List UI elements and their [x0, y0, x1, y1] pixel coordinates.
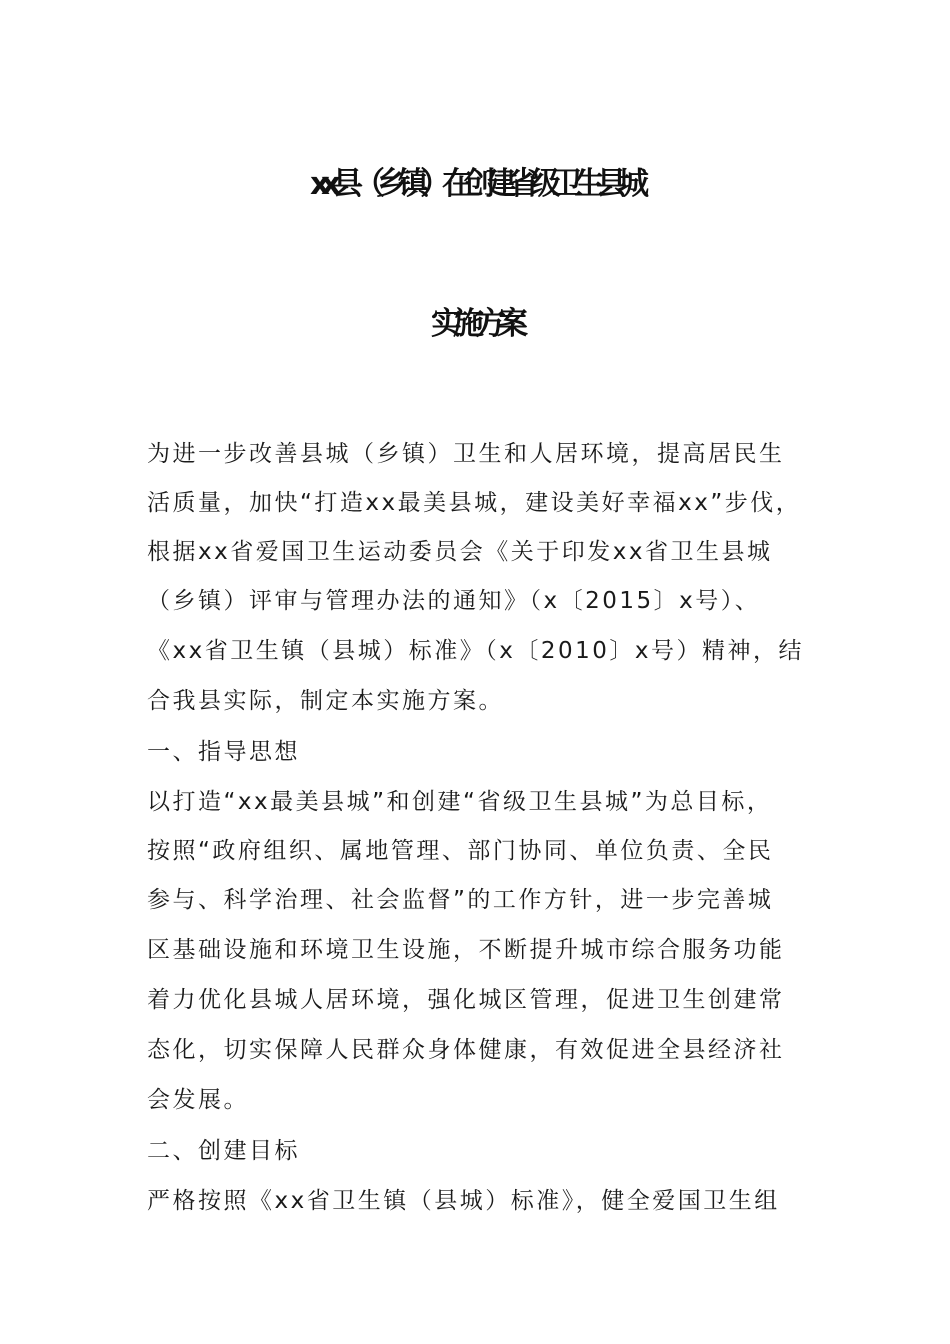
- document-title-line-1: xx县（乡镇）在创建省级卫生县城: [310, 166, 640, 202]
- document-title-line-2: 实施方案: [431, 306, 519, 342]
- body-line: 活质量，加快“打造xx最美县城，建设美好幸福xx”步伐，: [147, 490, 802, 516]
- body-line: 着力优化县城人居环境，强化城区管理，促进卫生创建常: [147, 987, 785, 1013]
- section-heading: 一、指导思想: [147, 739, 300, 765]
- body-line: 参与、科学治理、社会监督”的工作方针，进一步完善城: [147, 887, 774, 913]
- body-line: 严格按照《xx省卫生镇（县城）标准》，健全爱国卫生组: [147, 1188, 780, 1214]
- body-line: 按照“政府组织、属地管理、部门协同、单位负责、全民: [147, 838, 774, 864]
- body-line: （乡镇）评审与管理办法的通知》（x〔2015〕x号）、: [147, 588, 761, 614]
- body-line: 区基础设施和环境卫生设施，不断提升城市综合服务功能: [147, 937, 785, 963]
- body-line: 根据xx省爱国卫生运动委员会《关于印发xx省卫生县城: [147, 539, 773, 565]
- body-line: 合我县实际，制定本实施方案。: [147, 688, 504, 714]
- body-line: 为进一步改善县城（乡镇）卫生和人居环境，提高居民生: [147, 441, 785, 467]
- body-line: 会发展。: [147, 1087, 249, 1113]
- section-heading: 二、创建目标: [147, 1138, 300, 1164]
- body-line: 以打造“xx最美县城”和创建“省级卫生县城”为总目标，: [147, 789, 773, 815]
- body-line: 《xx省卫生镇（县城）标准》（x〔2010〕x号）精神，结: [147, 638, 804, 664]
- body-line: 态化，切实保障人民群众身体健康，有效促进全县经济社: [147, 1037, 785, 1063]
